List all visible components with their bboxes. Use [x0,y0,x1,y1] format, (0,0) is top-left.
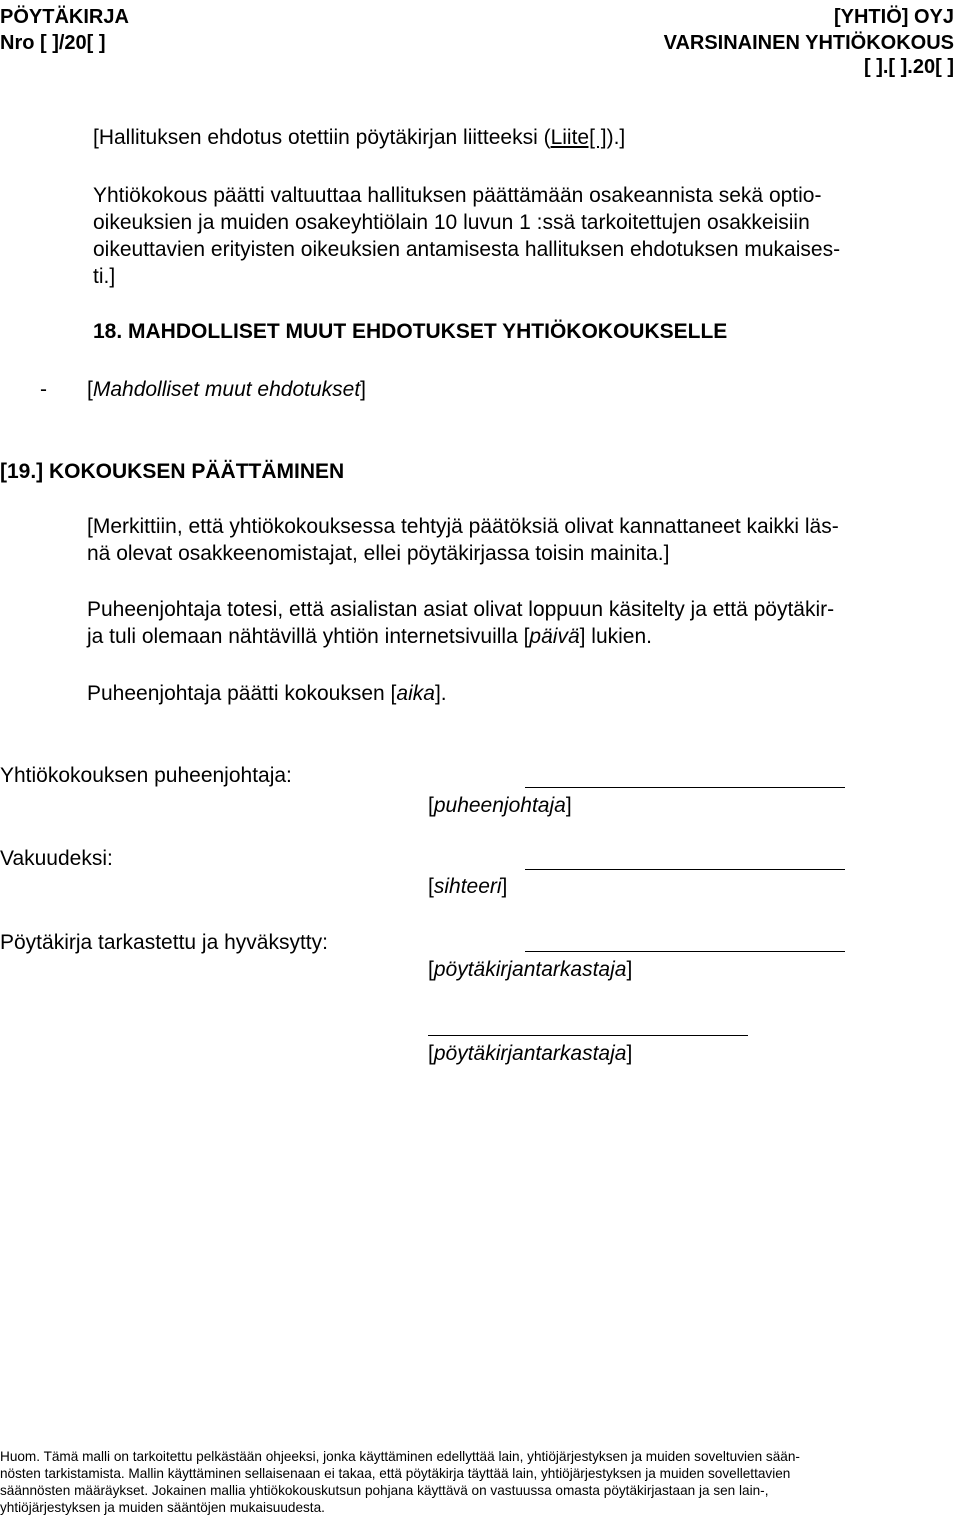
chair-name-placeholder: [puheenjohtaja] [428,794,572,817]
meeting-name: VARSINAINEN YHTIÖKOKOUS [663,32,954,54]
document-type: PÖYTÄKIRJA [0,6,129,28]
authorization-decision [93,182,955,290]
reviewer1-name-placeholder: [pöytäkirjantarkastaja] [428,958,633,981]
disclaimer-line: yhtiöjärjestyksen ja muiden sääntöjen mukaisuudesta. [0,1500,325,1515]
decision-line: oikeuksien ja muiden osakeyhtiölain 10 luvun 1 :ssä tarkoitettujen osakkeisiin [93,211,810,234]
disclaimer-line: nösten tarkistamista. Mallin käyttäminen sellaisenaan ei takaa, että pöytäkirja täyttää lain, yhtiöjärjestyksen ja muiden sovellettavien [0,1466,791,1481]
decision-line: ti.] [93,265,116,288]
chair-signature-line [525,787,845,788]
reviewer2-signature-line [428,1035,748,1036]
witness-signature-label: Vakuudeksi: [0,847,113,870]
attachment-link[interactable]: Liite[ ] [550,126,607,149]
other-proposals-item: [Mahdolliset muut ehdotukset] [87,378,367,401]
reviewer1-signature-line [525,951,845,952]
minutes-availability-note: Puheenjohtaja totesi, että asialistan asiat olivat loppuun käsitelty ja että pöytäkir- ja tuli olemaan nähtävillä yhtiön internetsivuilla [päivä] lukien. [87,598,835,648]
meeting-date: [ ].[ ].20[ ] [864,56,954,78]
meeting-closing-note: Puheenjohtaja päätti kokouksen [aika]. [87,682,447,705]
company-name: [YHTIÖ] OYJ [833,6,954,28]
review-signature-label: Pöytäkirja tarkastettu ja hyväksytty: [0,931,328,954]
section-19-heading: [19.] KOKOUKSEN PÄÄTTÄMINEN [0,460,345,483]
decision-line: Yhtiökokous päätti valtuuttaa hallituksen päättämään osakeannista sekä optio- [93,184,822,207]
disclaimer-line: säännösten määräykset. Jokainen mallia yhtiökokouskutsun pohjana käyttävä on vastuussa omasta pöytäkirjastaan ja sen lain-, [0,1483,769,1498]
disclaimer-line: Huom. Tämä malli on tarkoitettu pelkästään ohjeeksi, jonka käyttäminen edellyttää lain, yhtiöjärjestyksen ja muiden soveltuvien sään- [0,1449,800,1464]
document-number: Nro [ ]/20[ ] [0,32,106,54]
chair-signature-label: Yhtiökokouksen puheenjohtaja: [0,764,292,787]
reviewer2-name-placeholder: [pöytäkirjantarkastaja] [428,1042,633,1065]
unanimity-note: [Merkittiin, että yhtiökokouksessa tehtyjä päätöksiä olivat kannattaneet kaikki läs- nä olevat osakkeenomistajat, ellei pöytäkirjassa toisin mainita.] [87,515,839,565]
bullet-dash: - [40,378,47,401]
attachment-note: [Hallituksen ehdotus otettiin pöytäkirjan liitteeksi (Liite[ ]).] [93,126,626,149]
witness-signature-line [525,869,845,870]
secretary-name-placeholder: [sihteeri] [428,875,508,898]
disclaimer-footer [0,1448,955,1516]
section-18-heading: 18. MAHDOLLISET MUUT EHDOTUKSET YHTIÖKOKOUKSELLE [93,320,728,343]
decision-line: oikeuttavien erityisten oikeuksien antamisesta hallituksen ehdotuksen mukaises- [93,238,841,261]
